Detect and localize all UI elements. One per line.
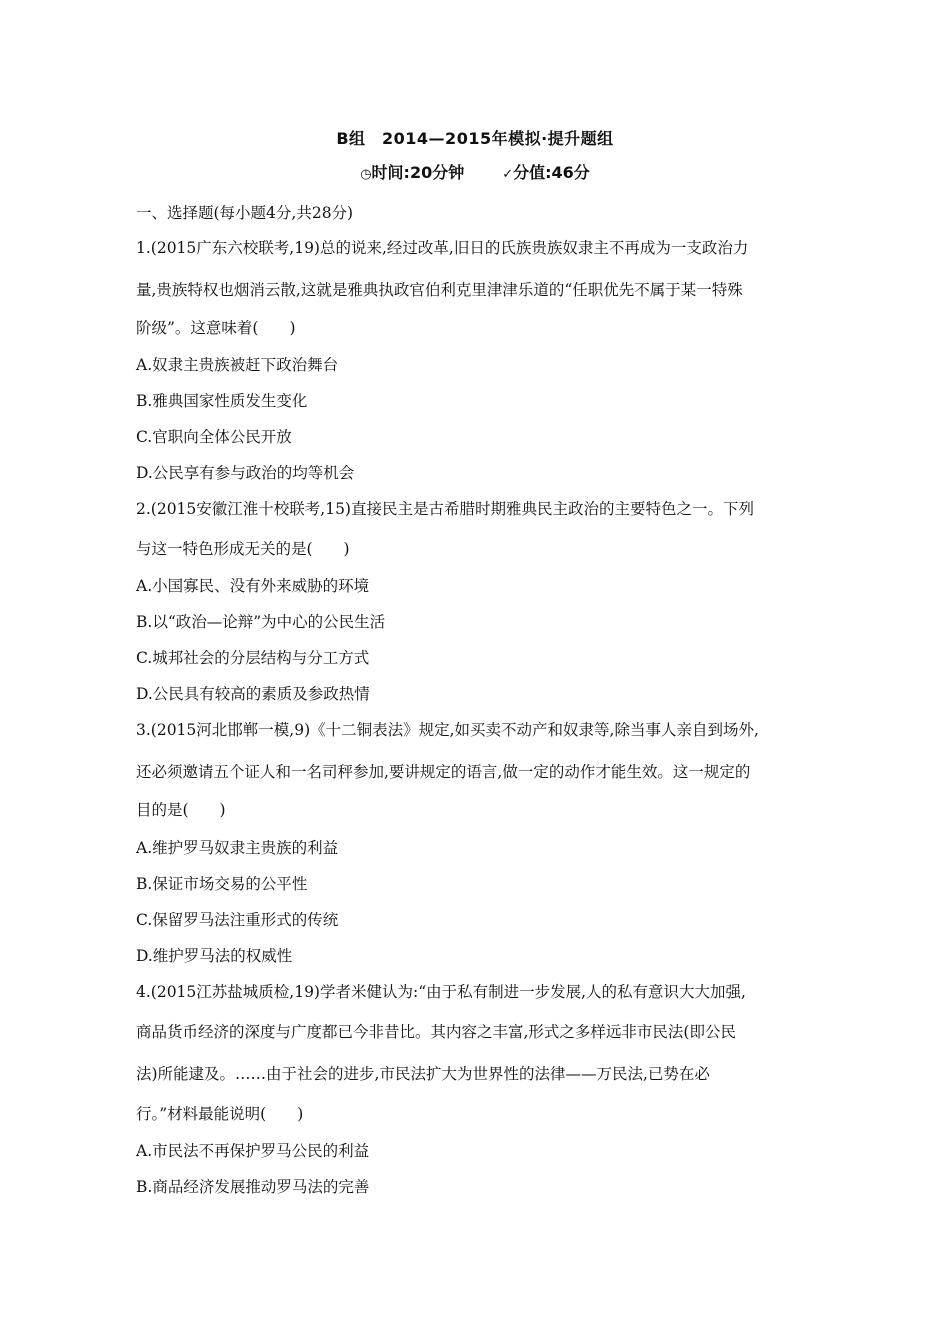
question-1-line-1: 1.(2015广东六校联考,19)总的说来,经过改革,旧日的氏族贵族奴隶主不再成为一支政治力 <box>136 239 749 257</box>
question-4-option-b: B.商品经济发展推动罗马法的完善 <box>136 1178 370 1196</box>
question-3-option-d: D.维护罗马法的权威性 <box>136 947 293 965</box>
question-2-line-1: 2.(2015安徽江淮十校联考,15)直接民主是古希腊时期雅典民主政治的主要特色之一。下列 <box>136 500 754 518</box>
clock-icon: ◷ <box>360 167 372 182</box>
question-1-option-c: C.官职向全体公民开放 <box>136 428 292 446</box>
question-4-line-3: 法)所能逮及。……由于社会的进步,市民法扩大为世界性的法律——万民法,已势在必 <box>136 1065 710 1083</box>
question-1-line-2: 量,贵族特权也烟消云散,这就是雅典执政官伯利克里津津乐道的“任职优先不属于某一特殊 <box>136 281 743 299</box>
page-title: B组 2014—2015年模拟·提升题组 <box>336 129 614 148</box>
question-2-option-b: B.以“政治—论辩”为中心的公民生活 <box>136 613 386 631</box>
question-4-line-4: 行。”材料最能说明( ) <box>136 1105 304 1123</box>
question-1-option-a: A.奴隶主贵族被赶下政治舞台 <box>136 356 339 374</box>
question-2-option-a: A.小国寡民、没有外来威胁的环境 <box>136 577 370 595</box>
question-2-line-2: 与这一特色形成无关的是( ) <box>136 540 350 558</box>
question-1-line-3: 阶级”。这意味着( ) <box>136 319 296 337</box>
time-limit: 时间:20分钟 <box>371 163 465 182</box>
question-3-option-c: C.保留罗马法注重形式的传统 <box>136 911 339 929</box>
question-2-option-d: D.公民具有较高的素质及参政热情 <box>136 685 370 703</box>
check-circle-icon: ✓ <box>502 167 514 182</box>
section-heading: 一、选择题(每小题4分,共28分) <box>136 204 354 222</box>
question-3-line-1: 3.(2015河北邯郸一模,9)《十二铜表法》规定,如买卖不动产和奴隶等,除当事人亲自到场外, <box>136 721 759 739</box>
question-1-option-d: D.公民享有参与政治的均等机会 <box>136 464 355 482</box>
question-2-option-c: C.城邦社会的分层结构与分工方式 <box>136 649 370 667</box>
question-3-option-b: B.保证市场交易的公平性 <box>136 875 308 893</box>
question-3-option-a: A.维护罗马奴隶主贵族的利益 <box>136 839 339 857</box>
score-value: 分值:46分 <box>513 163 590 182</box>
question-4-option-a: A.市民法不再保护罗马公民的利益 <box>136 1142 370 1160</box>
question-3-line-3: 目的是( ) <box>136 801 226 819</box>
exam-meta <box>0 160 950 183</box>
question-4-line-2: 商品货币经济的深度与广度都已今非昔比。其内容之丰富,形式之多样远非市民法(即公民 <box>136 1023 736 1041</box>
question-4-line-1: 4.(2015江苏盐城质检,19)学者米健认为:“由于私有制进一步发展,人的私有意识大大加强, <box>136 983 746 1001</box>
question-1-option-b: B.雅典国家性质发生变化 <box>136 392 308 410</box>
question-3-line-2: 还必须邀请五个证人和一名司秤参加,要讲规定的语言,做一定的动作才能生效。这一规定的 <box>136 763 751 781</box>
